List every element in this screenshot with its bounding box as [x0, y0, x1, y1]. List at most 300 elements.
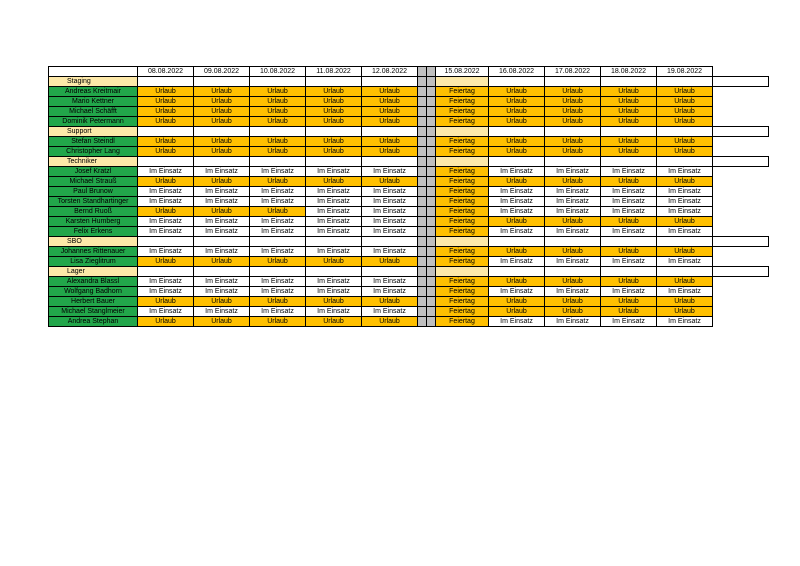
status-cell: Urlaub: [489, 147, 545, 157]
employee-row: [49, 117, 769, 127]
status-cell: Urlaub: [194, 207, 250, 217]
employee-name: Felix Erkens: [49, 227, 138, 237]
status-cell: Im Einsatz: [250, 187, 306, 197]
status-cell: Urlaub: [138, 87, 194, 97]
employee-row: [49, 187, 769, 197]
status-cell: Im Einsatz: [657, 227, 713, 237]
status-cell: Feiertag: [436, 317, 489, 327]
gap-cell: [418, 207, 427, 217]
gap-cell: [418, 217, 427, 227]
vacation-schedule-table: [48, 66, 769, 327]
status-cell: Im Einsatz: [250, 307, 306, 317]
status-cell: Urlaub: [489, 297, 545, 307]
status-cell: Urlaub: [657, 97, 713, 107]
gap-cell: [418, 137, 427, 147]
status-cell: Im Einsatz: [601, 257, 657, 267]
status-cell: Im Einsatz: [306, 287, 362, 297]
status-cell: Urlaub: [601, 137, 657, 147]
gap-cell: [418, 87, 427, 97]
status-cell: Im Einsatz: [362, 197, 418, 207]
group-spacer-cell: [362, 77, 418, 87]
employee-row: [49, 107, 769, 117]
status-cell: Urlaub: [657, 87, 713, 97]
status-cell: Urlaub: [601, 247, 657, 257]
gap-cell: [427, 137, 436, 147]
status-cell: Feiertag: [436, 87, 489, 97]
group-spacer-cell: [436, 127, 489, 137]
status-cell: Urlaub: [657, 277, 713, 287]
gap-cell: [418, 237, 427, 247]
status-cell: Im Einsatz: [250, 197, 306, 207]
status-cell: Im Einsatz: [545, 227, 601, 237]
group-spacer-cell: [545, 237, 601, 247]
gap-cell: [418, 147, 427, 157]
status-cell: Urlaub: [545, 217, 601, 227]
status-cell: Im Einsatz: [306, 167, 362, 177]
group-row: [49, 157, 769, 167]
status-cell: Urlaub: [489, 277, 545, 287]
status-cell: Urlaub: [138, 257, 194, 267]
status-cell: Urlaub: [657, 177, 713, 187]
status-cell: Urlaub: [138, 177, 194, 187]
group-spacer-cell: [601, 237, 657, 247]
status-cell: Urlaub: [657, 147, 713, 157]
employee-row: [49, 147, 769, 157]
status-cell: Im Einsatz: [545, 207, 601, 217]
status-cell: Feiertag: [436, 117, 489, 127]
status-cell: Im Einsatz: [250, 287, 306, 297]
group-row: [49, 127, 769, 137]
status-cell: Im Einsatz: [138, 287, 194, 297]
group-spacer-cell: [545, 157, 601, 167]
status-cell: Im Einsatz: [362, 167, 418, 177]
gap-cell: [427, 147, 436, 157]
group-spacer-cell: [306, 127, 362, 137]
gap-cell: [418, 187, 427, 197]
status-cell: Im Einsatz: [138, 217, 194, 227]
status-cell: Feiertag: [436, 287, 489, 297]
gap-cell: [427, 87, 436, 97]
status-cell: Urlaub: [489, 177, 545, 187]
gap-cell: [427, 157, 436, 167]
group-spacer-cell: [657, 237, 713, 247]
status-cell: Urlaub: [362, 177, 418, 187]
status-cell: Im Einsatz: [362, 247, 418, 257]
header-corner: [49, 67, 138, 77]
status-cell: Im Einsatz: [250, 167, 306, 177]
gap-cell: [418, 297, 427, 307]
status-cell: Urlaub: [362, 317, 418, 327]
group-spacer-cell: [489, 127, 545, 137]
status-cell: Im Einsatz: [489, 227, 545, 237]
status-cell: Urlaub: [362, 97, 418, 107]
status-cell: Im Einsatz: [362, 217, 418, 227]
status-cell: Im Einsatz: [545, 257, 601, 267]
status-cell: Im Einsatz: [362, 227, 418, 237]
status-cell: Urlaub: [489, 117, 545, 127]
status-cell: Urlaub: [194, 117, 250, 127]
gap-cell: [418, 77, 427, 87]
gap-cell: [427, 77, 436, 87]
group-spacer-cell: [436, 237, 489, 247]
group-spacer-cell: [362, 157, 418, 167]
status-cell: Feiertag: [436, 177, 489, 187]
status-cell: Im Einsatz: [657, 187, 713, 197]
status-cell: Im Einsatz: [601, 197, 657, 207]
status-cell: Im Einsatz: [489, 197, 545, 207]
status-cell: Im Einsatz: [138, 247, 194, 257]
status-cell: Urlaub: [545, 87, 601, 97]
status-cell: Urlaub: [306, 107, 362, 117]
employee-name: Josef Kratzl: [49, 167, 138, 177]
status-cell: Urlaub: [601, 177, 657, 187]
status-cell: Im Einsatz: [601, 317, 657, 327]
gap-cell: [427, 247, 436, 257]
status-cell: Im Einsatz: [138, 197, 194, 207]
gap-cell: [427, 217, 436, 227]
status-cell: Im Einsatz: [194, 247, 250, 257]
group-spacer-cell: [138, 77, 194, 87]
employee-name: Bernd Ruoß: [49, 207, 138, 217]
employee-name: Paul Brunow: [49, 187, 138, 197]
employee-row: [49, 207, 769, 217]
status-cell: Urlaub: [601, 107, 657, 117]
gap-cell: [418, 67, 427, 77]
employee-name: Dominik Petermann: [49, 117, 138, 127]
status-cell: Im Einsatz: [545, 287, 601, 297]
status-cell: Urlaub: [250, 207, 306, 217]
gap-cell: [418, 97, 427, 107]
status-cell: Feiertag: [436, 207, 489, 217]
date-header: 15.08.2022: [436, 67, 489, 77]
gap-cell: [418, 117, 427, 127]
status-cell: Im Einsatz: [489, 317, 545, 327]
gap-cell: [418, 167, 427, 177]
employee-name: Johannes Rittenauer: [49, 247, 138, 257]
status-cell: Im Einsatz: [545, 197, 601, 207]
status-cell: Im Einsatz: [601, 187, 657, 197]
status-cell: Urlaub: [250, 87, 306, 97]
employee-row: [49, 257, 769, 267]
group-spacer-cell: [489, 267, 545, 277]
gap-cell: [427, 197, 436, 207]
gap-cell: [427, 277, 436, 287]
group-label: SBO: [49, 237, 138, 247]
group-spacer-cell: [306, 157, 362, 167]
date-header: 10.08.2022: [250, 67, 306, 77]
employee-name: Mario Kettner: [49, 97, 138, 107]
status-cell: Im Einsatz: [545, 187, 601, 197]
status-cell: Urlaub: [489, 247, 545, 257]
employee-row: [49, 317, 769, 327]
employee-name: Torsten Standhartinger: [49, 197, 138, 207]
status-cell: Urlaub: [545, 107, 601, 117]
date-header: 09.08.2022: [194, 67, 250, 77]
status-cell: Urlaub: [194, 317, 250, 327]
status-cell: Im Einsatz: [362, 307, 418, 317]
status-cell: Feiertag: [436, 187, 489, 197]
gap-cell: [418, 127, 427, 137]
status-cell: Im Einsatz: [194, 217, 250, 227]
status-cell: Urlaub: [362, 137, 418, 147]
employee-row: [49, 177, 769, 187]
gap-cell: [427, 267, 436, 277]
employee-row: [49, 297, 769, 307]
employee-name: Andrea Stephan: [49, 317, 138, 327]
status-cell: Urlaub: [306, 317, 362, 327]
status-cell: Urlaub: [138, 117, 194, 127]
group-spacer-cell: [436, 157, 489, 167]
employee-row: [49, 97, 769, 107]
status-cell: Im Einsatz: [489, 207, 545, 217]
status-cell: Im Einsatz: [545, 167, 601, 177]
gap-cell: [418, 107, 427, 117]
status-cell: Im Einsatz: [194, 227, 250, 237]
status-cell: Urlaub: [250, 257, 306, 267]
group-spacer-cell: [306, 267, 362, 277]
status-cell: Im Einsatz: [657, 197, 713, 207]
group-spacer-cell: [250, 157, 306, 167]
status-cell: Urlaub: [657, 117, 713, 127]
status-cell: Im Einsatz: [194, 197, 250, 207]
group-spacer-cell: [713, 237, 769, 247]
status-cell: Urlaub: [138, 297, 194, 307]
status-cell: Urlaub: [250, 107, 306, 117]
status-cell: Urlaub: [657, 107, 713, 117]
status-cell: Urlaub: [545, 147, 601, 157]
group-spacer-cell: [362, 127, 418, 137]
group-spacer-cell: [489, 77, 545, 87]
gap-cell: [427, 127, 436, 137]
status-cell: Urlaub: [489, 87, 545, 97]
gap-cell: [427, 207, 436, 217]
group-spacer-cell: [194, 157, 250, 167]
status-cell: Feiertag: [436, 297, 489, 307]
status-cell: Urlaub: [306, 147, 362, 157]
group-row: [49, 267, 769, 277]
employee-row: [49, 167, 769, 177]
group-spacer-cell: [194, 237, 250, 247]
employee-row: [49, 217, 769, 227]
group-spacer-cell: [194, 127, 250, 137]
status-cell: Im Einsatz: [489, 257, 545, 267]
status-cell: Im Einsatz: [362, 187, 418, 197]
status-cell: Urlaub: [601, 297, 657, 307]
status-cell: Im Einsatz: [138, 167, 194, 177]
group-spacer-cell: [713, 157, 769, 167]
group-spacer-cell: [489, 157, 545, 167]
gap-cell: [427, 187, 436, 197]
employee-row: [49, 87, 769, 97]
status-cell: Urlaub: [194, 147, 250, 157]
status-cell: Urlaub: [250, 177, 306, 187]
status-cell: Im Einsatz: [489, 167, 545, 177]
group-spacer-cell: [657, 127, 713, 137]
status-cell: Im Einsatz: [194, 307, 250, 317]
status-cell: Im Einsatz: [601, 287, 657, 297]
status-cell: Urlaub: [362, 107, 418, 117]
group-spacer-cell: [306, 237, 362, 247]
gap-cell: [418, 267, 427, 277]
group-spacer-cell: [138, 237, 194, 247]
gap-cell: [427, 117, 436, 127]
status-cell: Urlaub: [362, 297, 418, 307]
status-cell: Urlaub: [138, 97, 194, 107]
status-cell: Feiertag: [436, 197, 489, 207]
group-spacer-cell: [545, 77, 601, 87]
status-cell: Urlaub: [194, 87, 250, 97]
status-cell: Urlaub: [138, 317, 194, 327]
gap-cell: [427, 287, 436, 297]
group-spacer-cell: [657, 157, 713, 167]
status-cell: Urlaub: [306, 177, 362, 187]
status-cell: Im Einsatz: [306, 217, 362, 227]
group-spacer-cell: [250, 237, 306, 247]
status-cell: Urlaub: [306, 117, 362, 127]
group-spacer-cell: [250, 127, 306, 137]
employee-name: Michael Strauß: [49, 177, 138, 187]
group-spacer-cell: [138, 127, 194, 137]
status-cell: Urlaub: [657, 297, 713, 307]
employee-row: [49, 197, 769, 207]
status-cell: Feiertag: [436, 307, 489, 317]
employee-row: [49, 137, 769, 147]
status-cell: Im Einsatz: [362, 207, 418, 217]
group-spacer-cell: [250, 77, 306, 87]
status-cell: Im Einsatz: [306, 197, 362, 207]
group-spacer-cell: [601, 267, 657, 277]
status-cell: Urlaub: [194, 97, 250, 107]
status-cell: Im Einsatz: [306, 247, 362, 257]
status-cell: Im Einsatz: [250, 247, 306, 257]
status-cell: Im Einsatz: [601, 207, 657, 217]
status-cell: Im Einsatz: [657, 167, 713, 177]
employee-name: Wolfgang Badhorn: [49, 287, 138, 297]
group-spacer-cell: [250, 267, 306, 277]
status-cell: Im Einsatz: [194, 167, 250, 177]
status-cell: Urlaub: [489, 107, 545, 117]
status-cell: Feiertag: [436, 97, 489, 107]
gap-cell: [427, 297, 436, 307]
status-cell: Urlaub: [601, 87, 657, 97]
status-cell: Urlaub: [362, 117, 418, 127]
group-spacer-cell: [713, 267, 769, 277]
status-cell: Urlaub: [657, 307, 713, 317]
group-label: Staging: [49, 77, 138, 87]
status-cell: Im Einsatz: [250, 227, 306, 237]
status-cell: Urlaub: [545, 177, 601, 187]
status-cell: Feiertag: [436, 257, 489, 267]
status-cell: Im Einsatz: [362, 277, 418, 287]
gap-cell: [418, 257, 427, 267]
group-spacer-cell: [657, 77, 713, 87]
status-cell: Im Einsatz: [250, 217, 306, 227]
status-cell: Urlaub: [601, 277, 657, 287]
gap-cell: [427, 177, 436, 187]
status-cell: Urlaub: [194, 297, 250, 307]
status-cell: Urlaub: [306, 97, 362, 107]
status-cell: Feiertag: [436, 147, 489, 157]
employee-name: Herbert Bauer: [49, 297, 138, 307]
employee-row: [49, 247, 769, 257]
status-cell: Urlaub: [545, 137, 601, 147]
group-spacer-cell: [194, 77, 250, 87]
status-cell: Urlaub: [250, 147, 306, 157]
group-spacer-cell: [545, 127, 601, 137]
employee-row: [49, 287, 769, 297]
group-label: Support: [49, 127, 138, 137]
status-cell: Urlaub: [250, 297, 306, 307]
gap-cell: [418, 227, 427, 237]
status-cell: Im Einsatz: [657, 207, 713, 217]
status-cell: Urlaub: [489, 307, 545, 317]
status-cell: Feiertag: [436, 107, 489, 117]
group-row: [49, 77, 769, 87]
employee-name: Alexandra Blassl: [49, 277, 138, 287]
employee-name: Michael Schäfft: [49, 107, 138, 117]
status-cell: Urlaub: [250, 97, 306, 107]
status-cell: Feiertag: [436, 137, 489, 147]
status-cell: Urlaub: [194, 107, 250, 117]
group-spacer-cell: [601, 157, 657, 167]
group-spacer-cell: [436, 77, 489, 87]
status-cell: Im Einsatz: [306, 307, 362, 317]
status-cell: Urlaub: [545, 307, 601, 317]
status-cell: Urlaub: [138, 147, 194, 157]
status-cell: Urlaub: [545, 297, 601, 307]
group-spacer-cell: [657, 267, 713, 277]
gap-cell: [418, 247, 427, 257]
group-spacer-cell: [489, 237, 545, 247]
status-cell: Urlaub: [194, 257, 250, 267]
status-cell: Urlaub: [306, 297, 362, 307]
status-cell: Urlaub: [545, 97, 601, 107]
group-spacer-cell: [601, 77, 657, 87]
status-cell: Urlaub: [250, 117, 306, 127]
status-cell: Urlaub: [194, 177, 250, 187]
gap-cell: [427, 317, 436, 327]
status-cell: Urlaub: [657, 217, 713, 227]
status-cell: Im Einsatz: [657, 287, 713, 297]
date-header: 17.08.2022: [545, 67, 601, 77]
gap-cell: [427, 67, 436, 77]
gap-cell: [427, 257, 436, 267]
status-cell: Urlaub: [194, 137, 250, 147]
gap-cell: [418, 177, 427, 187]
status-cell: Urlaub: [657, 247, 713, 257]
group-spacer-cell: [545, 267, 601, 277]
group-row: [49, 237, 769, 247]
status-cell: Urlaub: [138, 137, 194, 147]
employee-name: Lisa Zieglitrum: [49, 257, 138, 267]
status-cell: Urlaub: [601, 117, 657, 127]
group-label: Techniker: [49, 157, 138, 167]
group-spacer-cell: [138, 157, 194, 167]
group-label: Lager: [49, 267, 138, 277]
employee-name: Stefan Steindl: [49, 137, 138, 147]
group-spacer-cell: [362, 237, 418, 247]
date-header: 16.08.2022: [489, 67, 545, 77]
status-cell: Im Einsatz: [306, 207, 362, 217]
status-cell: Urlaub: [362, 257, 418, 267]
employee-name: Andreas Kreitmair: [49, 87, 138, 97]
status-cell: Urlaub: [601, 307, 657, 317]
status-cell: Urlaub: [362, 87, 418, 97]
gap-cell: [427, 227, 436, 237]
status-cell: Urlaub: [489, 137, 545, 147]
status-cell: Urlaub: [306, 257, 362, 267]
status-cell: Im Einsatz: [194, 187, 250, 197]
